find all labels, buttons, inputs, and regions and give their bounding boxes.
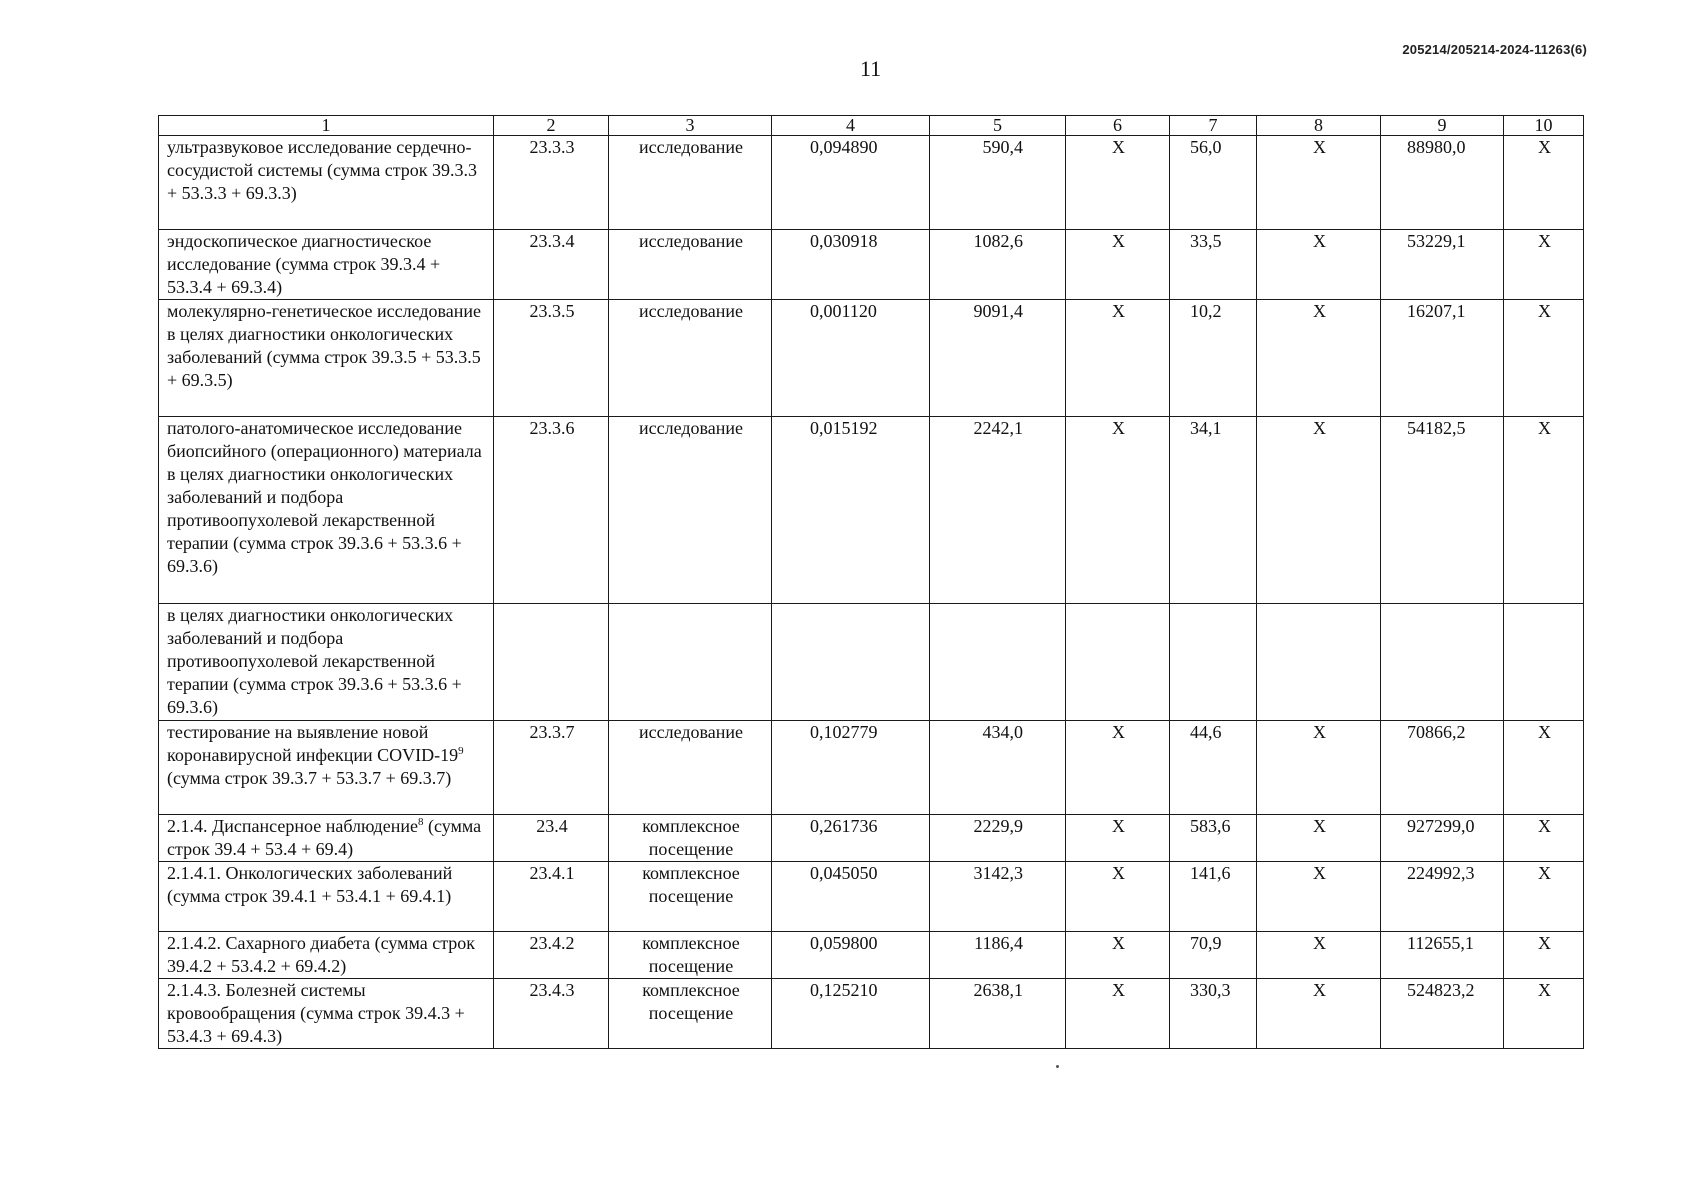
row-col7: 34,1	[1170, 417, 1257, 604]
row-name-text: тестирование на выявление новой коронавирусной инфекции COVID-19	[167, 722, 459, 765]
row-name: в целях диагностики онкологических заболеваний и подбора противоопухолевой лекарственной терапии (сумма строк 39.3.6 + 53.3.6 + 69.3.6)	[159, 604, 494, 721]
column-header: 8	[1257, 116, 1381, 136]
row-unit	[609, 604, 772, 721]
row-name: 2.1.4.3. Болезней системы кровообращения (сумма строк 39.4.3 + 53.4.3 + 69.4.3)	[159, 979, 494, 1049]
row-cost: 2242,1	[930, 417, 1066, 604]
row-col8: X	[1257, 932, 1381, 979]
footnote-marker: 8	[417, 816, 424, 828]
row-norm	[772, 604, 930, 721]
row-unit: комплексное посещение	[609, 932, 772, 979]
row-col7: 10,2	[1170, 300, 1257, 417]
row-code: 23.3.7	[494, 721, 609, 815]
row-norm: 0,261736	[772, 815, 930, 862]
column-header: 7	[1170, 116, 1257, 136]
row-unit: исследование	[609, 230, 772, 300]
row-code: 23.4.3	[494, 979, 609, 1049]
column-header: 9	[1381, 116, 1504, 136]
row-col7: 33,5	[1170, 230, 1257, 300]
row-name	[159, 721, 494, 815]
row-col7	[1170, 604, 1257, 721]
row-col10: X	[1504, 136, 1584, 230]
row-col9: 53229,1	[1381, 230, 1504, 300]
row-col9: 16207,1	[1381, 300, 1504, 417]
row-cost: 1186,4	[930, 932, 1066, 979]
table-row	[159, 979, 1584, 1049]
row-col6: X	[1066, 721, 1170, 815]
row-col8: X	[1257, 979, 1381, 1049]
row-name-tail: (сумма строк 39.3.7 + 53.3.7 + 69.3.7)	[167, 768, 452, 788]
table-row	[159, 136, 1584, 230]
table-header-row	[159, 116, 1584, 136]
row-col9: 927299,0	[1381, 815, 1504, 862]
row-col6: X	[1066, 300, 1170, 417]
row-cost: 2638,1	[930, 979, 1066, 1049]
row-norm: 0,125210	[772, 979, 930, 1049]
table-row	[159, 721, 1584, 815]
row-col6: X	[1066, 862, 1170, 932]
row-norm: 0,045050	[772, 862, 930, 932]
row-col6: X	[1066, 417, 1170, 604]
row-col8	[1257, 604, 1381, 721]
row-col10: X	[1504, 721, 1584, 815]
row-col6: X	[1066, 230, 1170, 300]
row-cost: 9091,4	[930, 300, 1066, 417]
table-row	[159, 815, 1584, 862]
row-col9: 70866,2	[1381, 721, 1504, 815]
row-col7: 330,3	[1170, 979, 1257, 1049]
scan-speck	[1056, 1065, 1059, 1068]
row-unit: исследование	[609, 721, 772, 815]
row-col9: 224992,3	[1381, 862, 1504, 932]
table-row	[159, 230, 1584, 300]
row-col9: 54182,5	[1381, 417, 1504, 604]
column-header: 2	[494, 116, 609, 136]
row-col10: X	[1504, 862, 1584, 932]
row-unit: комплексное посещение	[609, 815, 772, 862]
row-col7: 583,6	[1170, 815, 1257, 862]
column-header: 10	[1504, 116, 1584, 136]
row-norm: 0,059800	[772, 932, 930, 979]
row-unit: комплексное посещение	[609, 862, 772, 932]
row-col8: X	[1257, 721, 1381, 815]
row-col10: X	[1504, 230, 1584, 300]
row-col9: 88980,0	[1381, 136, 1504, 230]
row-name: патолого-анатомическое исследование биопсийного (операционного) материала в целях диагностики онкологических заболеваний и подбора противоопухолевой лекарственной терапии (сумма строк 39.3.6 + 53.3.6 + 69.3.6)	[159, 417, 494, 604]
table-row	[159, 300, 1584, 417]
row-col7: 44,6	[1170, 721, 1257, 815]
page-number: 11	[860, 56, 882, 81]
row-name: молекулярно-генетическое исследование в целях диагностики онкологических заболеваний (сумма строк 39.3.5 + 53.3.5 + 69.3.5)	[159, 300, 494, 417]
row-cost: 434,0	[930, 721, 1066, 815]
row-col6: X	[1066, 932, 1170, 979]
row-col10: X	[1504, 932, 1584, 979]
row-unit: исследование	[609, 136, 772, 230]
row-code: 23.3.3	[494, 136, 609, 230]
row-name: 2.1.4.1. Онкологических заболеваний (сумма строк 39.4.1 + 53.4.1 + 69.4.1)	[159, 862, 494, 932]
row-code	[494, 604, 609, 721]
row-col7: 141,6	[1170, 862, 1257, 932]
row-cost: 2229,9	[930, 815, 1066, 862]
row-col6: X	[1066, 815, 1170, 862]
row-col10: X	[1504, 815, 1584, 862]
row-norm: 0,094890	[772, 136, 930, 230]
row-norm: 0,015192	[772, 417, 930, 604]
row-name: 2.1.4.2. Сахарного диабета (сумма строк 39.4.2 + 53.4.2 + 69.4.2)	[159, 932, 494, 979]
row-col10: X	[1504, 300, 1584, 417]
row-col8: X	[1257, 815, 1381, 862]
row-col9	[1381, 604, 1504, 721]
row-norm: 0,102779	[772, 721, 930, 815]
row-col8: X	[1257, 230, 1381, 300]
row-col6	[1066, 604, 1170, 721]
row-cost: 1082,6	[930, 230, 1066, 300]
table-row	[159, 417, 1584, 604]
row-name-text: 2.1.4. Диспансерное наблюдение	[167, 816, 418, 836]
table-row	[159, 932, 1584, 979]
row-col7: 70,9	[1170, 932, 1257, 979]
row-code: 23.4.1	[494, 862, 609, 932]
row-col8: X	[1257, 862, 1381, 932]
data-table-container	[158, 115, 1583, 1049]
row-col6: X	[1066, 979, 1170, 1049]
row-col6: X	[1066, 136, 1170, 230]
row-col10: X	[1504, 979, 1584, 1049]
table-row	[159, 862, 1584, 932]
row-col9: 524823,2	[1381, 979, 1504, 1049]
row-col8: X	[1257, 417, 1381, 604]
document-id: 205214/205214-2024-11263(6)	[1402, 42, 1587, 57]
row-col10: X	[1504, 417, 1584, 604]
row-col9: 112655,1	[1381, 932, 1504, 979]
row-name-tail: (сумма строк 39.4 + 53.4 + 69.4)	[167, 816, 482, 859]
column-header: 3	[609, 116, 772, 136]
row-cost: 590,4	[930, 136, 1066, 230]
row-code: 23.4	[494, 815, 609, 862]
column-header: 6	[1066, 116, 1170, 136]
row-col7: 56,0	[1170, 136, 1257, 230]
row-col8: X	[1257, 300, 1381, 417]
row-norm: 0,030918	[772, 230, 930, 300]
row-name: эндоскопическое диагностическое исследование (сумма строк 39.3.4 + 53.3.4 + 69.3.4)	[159, 230, 494, 300]
row-code: 23.3.5	[494, 300, 609, 417]
row-name	[159, 815, 494, 862]
row-col8: X	[1257, 136, 1381, 230]
table-row	[159, 604, 1584, 721]
row-code: 23.3.6	[494, 417, 609, 604]
row-col10	[1504, 604, 1584, 721]
column-header: 1	[159, 116, 494, 136]
row-unit: исследование	[609, 300, 772, 417]
row-code: 23.4.2	[494, 932, 609, 979]
row-code: 23.3.4	[494, 230, 609, 300]
data-table	[158, 115, 1584, 1049]
footnote-marker: 9	[458, 745, 464, 757]
row-unit: исследование	[609, 417, 772, 604]
row-unit: комплексное посещение	[609, 979, 772, 1049]
column-header: 4	[772, 116, 930, 136]
row-cost: 3142,3	[930, 862, 1066, 932]
row-cost	[930, 604, 1066, 721]
column-header: 5	[930, 116, 1066, 136]
row-name: ультразвуковое исследование сердечно-сосудистой системы (сумма строк 39.3.3 + 53.3.3 + 69.3.3)	[159, 136, 494, 230]
row-norm: 0,001120	[772, 300, 930, 417]
